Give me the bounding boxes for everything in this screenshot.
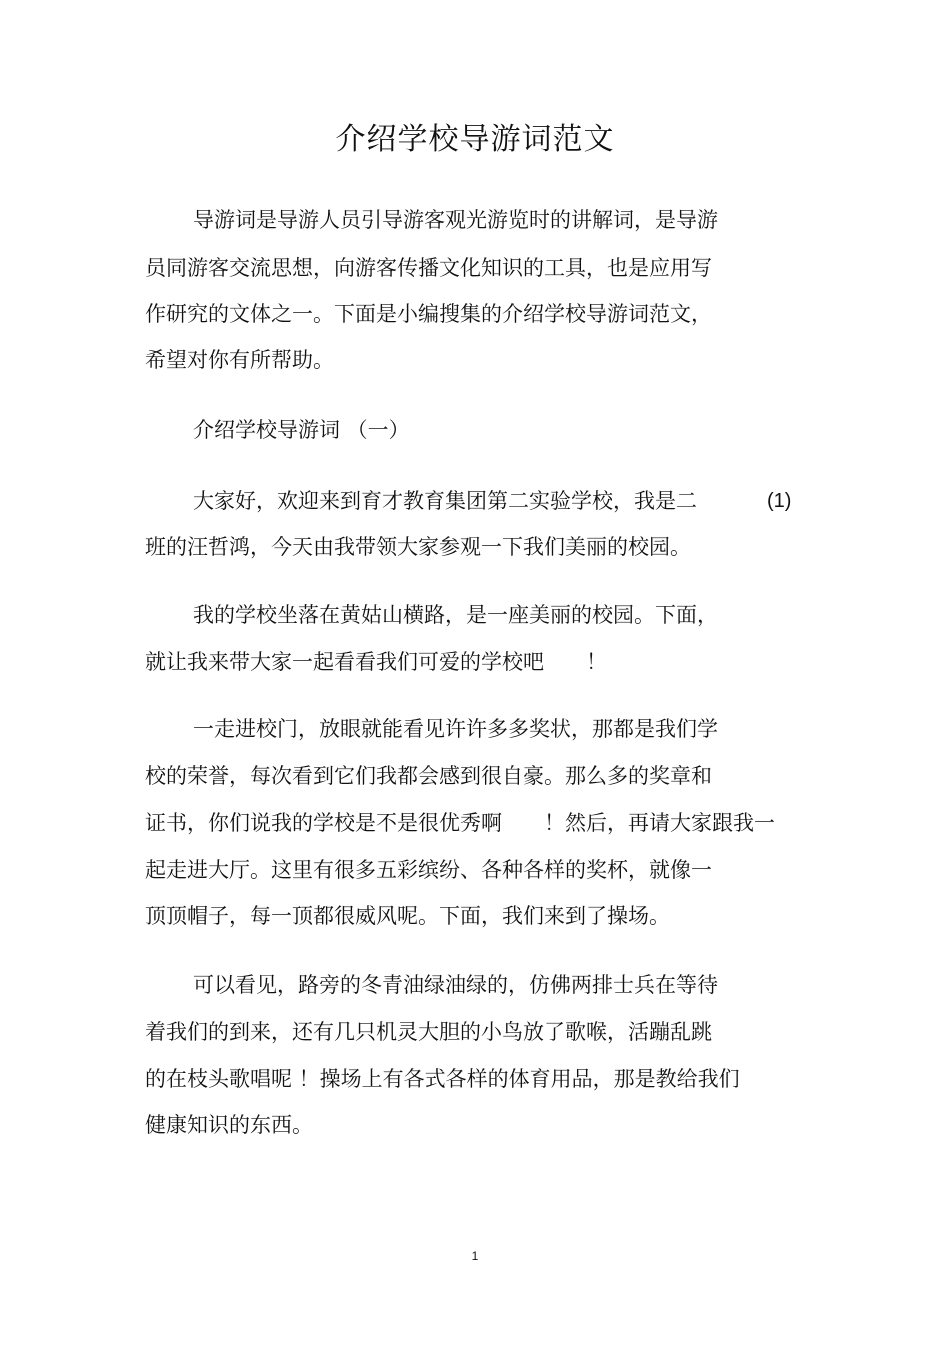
paragraph-gate-line-5: 顶顶帽子，每一顶都很威风呢。下面，我们来到了操场。 — [145, 904, 670, 928]
section-heading: 介绍学校导游词 （一） — [193, 418, 410, 442]
paragraph-intro-line-3: 作研究的文体之一。下面是小编搜集的介绍学校导游词范文， — [145, 302, 712, 326]
paragraph-playground-line-4: 健康知识的东西。 — [145, 1113, 313, 1137]
paragraph-gate-line-3: 证书，你们说我的学校是不是很优秀啊 ！然后，再请大家跟我一 — [145, 811, 775, 835]
paragraph-intro-line-4: 希望对你有所帮助。 — [145, 348, 334, 372]
paragraph-gate-line-2: 校的荣誉，每次看到它们我都会感到很自豪。那么多的奖章和 — [145, 764, 712, 788]
margin-mark: (1) — [767, 490, 792, 512]
paragraph-playground-line-1: 可以看见，路旁的冬青油绿油绿的，仿佛两排士兵在等待 — [193, 973, 718, 997]
paragraph-gate-line-4: 起走进大厅。这里有很多五彩缤纷、各种各样的奖杯，就像一 — [145, 858, 712, 882]
paragraph-location-line-2: 就让我来带大家一起看看我们可爱的学校吧 ！ — [145, 650, 607, 674]
paragraph-intro-line-2: 员同游客交流思想，向游客传播文化知识的工具，也是应用写 — [145, 256, 712, 280]
document-title: 介绍学校导游词范文 — [335, 122, 615, 157]
paragraph-greeting-line-2: 班的汪哲鸿，今天由我带领大家参观一下我们美丽的校园。 — [145, 535, 691, 559]
page-number: 1 — [471, 1249, 479, 1263]
paragraph-intro-line-1: 导游词是导游人员引导游客观光游览时的讲解词，是导游 — [193, 208, 718, 232]
paragraph-playground-line-2: 着我们的到来，还有几只机灵大胆的小鸟放了歌喉，活蹦乱跳 — [145, 1020, 712, 1044]
paragraph-location-line-1: 我的学校坐落在黄姑山横路，是一座美丽的校园。下面， — [193, 603, 718, 627]
paragraph-playground-line-3: 的在枝头歌唱呢 ！操场上有各式各样的体育用品，那是教给我们 — [145, 1067, 740, 1091]
paragraph-gate-line-1: 一走进校门，放眼就能看见许许多多奖状，那都是我们学 — [193, 717, 718, 741]
paragraph-greeting-line-1: 大家好，欢迎来到育才教育集团第二实验学校，我是二 — [193, 489, 697, 513]
